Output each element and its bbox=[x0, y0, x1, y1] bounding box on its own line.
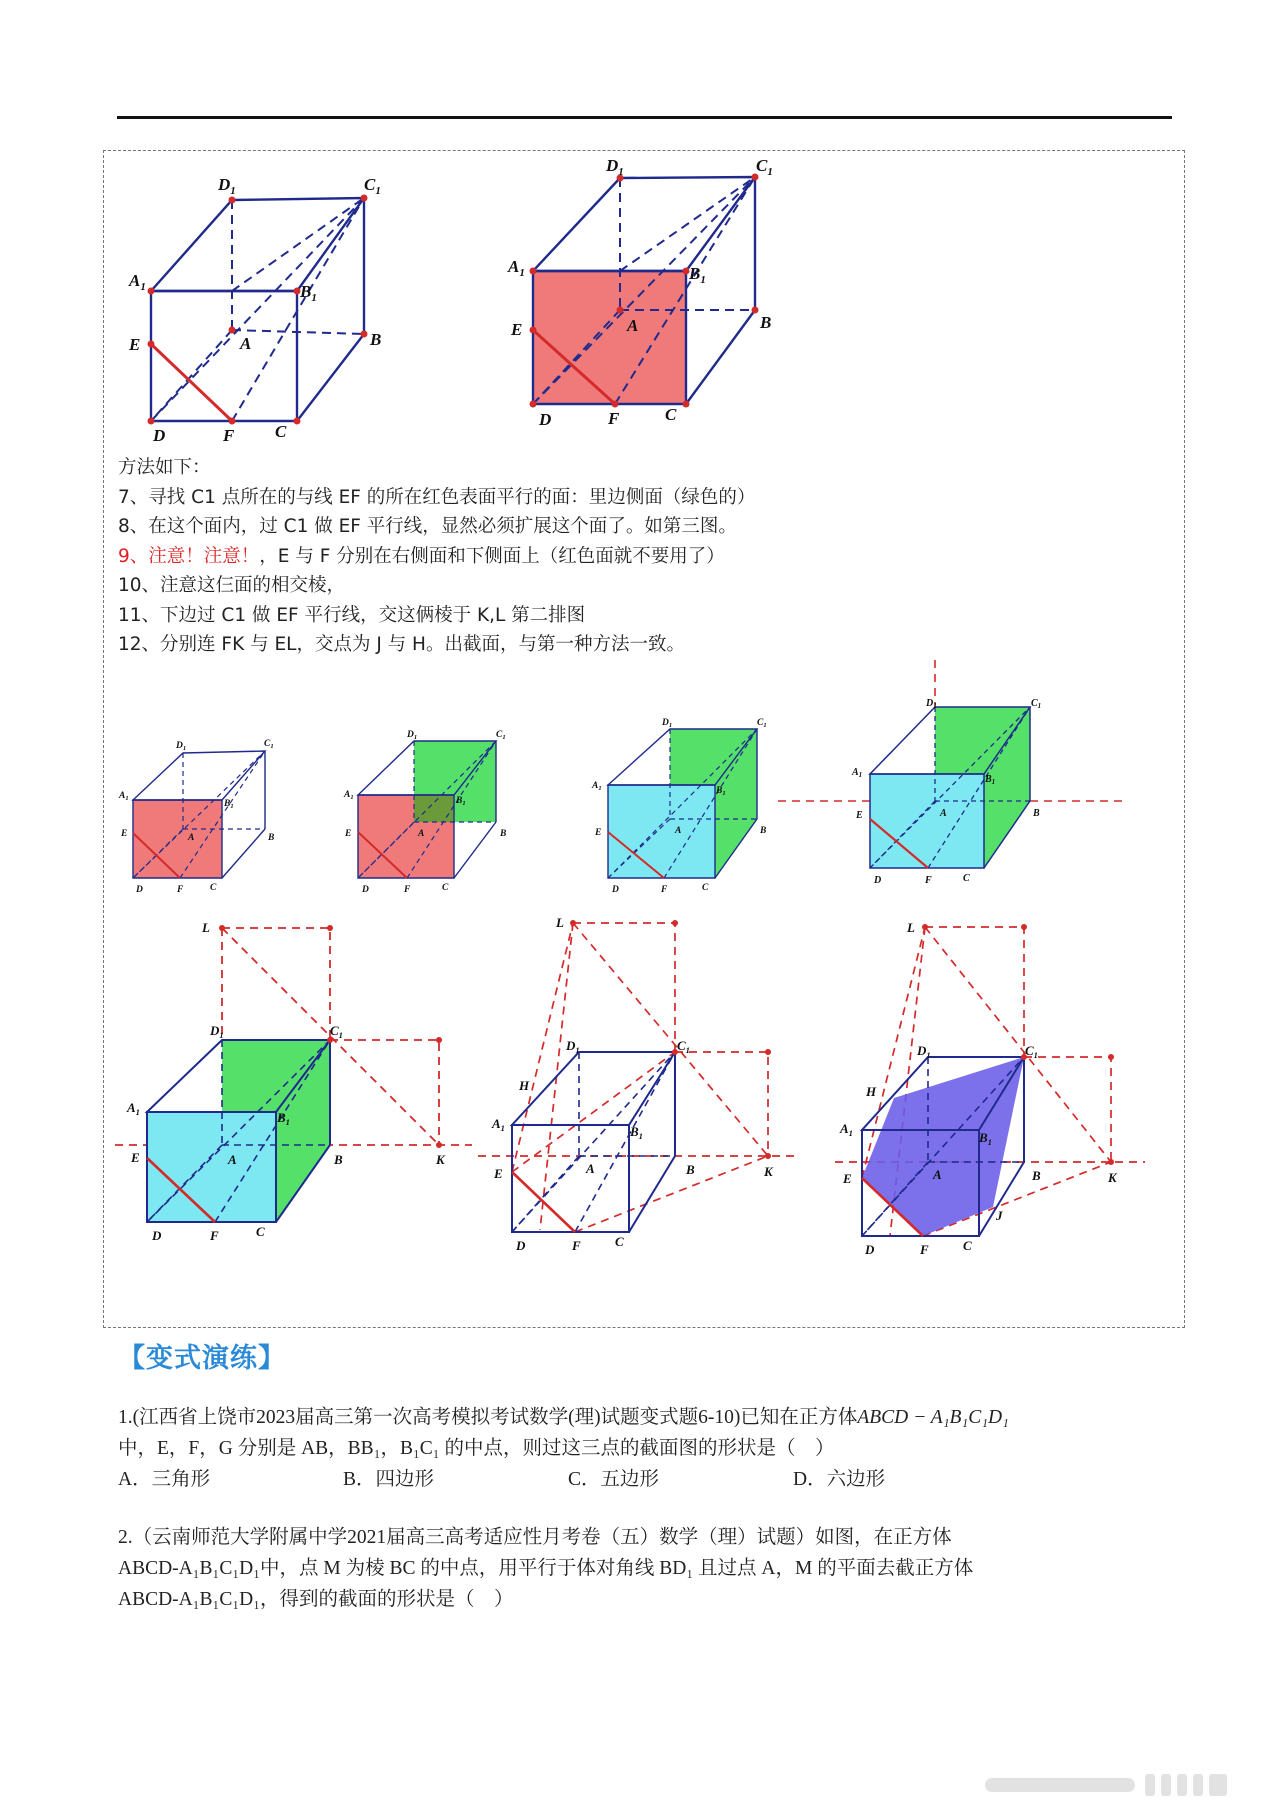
step-9 bbox=[118, 542, 755, 572]
label-E: E bbox=[595, 828, 602, 838]
option-c[interactable]: C．五边形 bbox=[568, 1469, 660, 1490]
label-E: E bbox=[131, 1150, 140, 1165]
label-B: B bbox=[760, 826, 767, 836]
option-b[interactable]: B．四边形 bbox=[343, 1469, 435, 1490]
label-E: E bbox=[345, 829, 352, 839]
label-F: F bbox=[608, 409, 620, 428]
label-A1: $A_1$ bbox=[492, 1116, 505, 1133]
label-C1: $C_1$ bbox=[496, 730, 506, 741]
label-A: A bbox=[940, 808, 947, 819]
label-K: K bbox=[764, 1164, 773, 1179]
question-1-line-2: 中，E，F，G 分别是 AB，BB₁，B₁C₁ 的中点，则过这三点的截面图的形状是（ ） bbox=[118, 1438, 835, 1459]
label-A1: $A_1$ bbox=[119, 791, 129, 802]
label-C1: $C_1$ bbox=[330, 1023, 343, 1040]
label-H: H bbox=[866, 1084, 877, 1099]
small-cube-1 bbox=[118, 730, 283, 900]
label-D1: $D_1$ bbox=[566, 1038, 580, 1055]
label-D1: $D_1$ bbox=[218, 175, 236, 197]
question-2-line-1: 2.（云南师范大学附属中学2021届高三高考适应性月考卷（五）数学（理）试题）如图，在正方体 bbox=[118, 1527, 952, 1548]
question-1-line-1 bbox=[118, 1402, 1018, 1433]
label-E: E bbox=[511, 320, 523, 339]
label-L: L bbox=[556, 915, 564, 930]
label-F: F bbox=[925, 875, 932, 886]
label-C: C bbox=[963, 873, 970, 884]
label-A: A bbox=[418, 829, 425, 839]
label-C1: $C_1$ bbox=[364, 175, 381, 197]
label-J: J bbox=[996, 1208, 1003, 1223]
label-A: A bbox=[188, 833, 195, 843]
method-intro: 方法如下： bbox=[118, 457, 211, 478]
label-D: D bbox=[539, 410, 552, 429]
construction-figure-2 bbox=[475, 910, 815, 1253]
step-10: 10、注意这仨面的相交棱， bbox=[118, 575, 346, 596]
method-steps bbox=[118, 453, 755, 660]
label-D1: $D_1$ bbox=[917, 1043, 931, 1060]
label-C: C bbox=[702, 883, 709, 893]
construction-figure-3 bbox=[830, 910, 1150, 1257]
label-B1: $B_1$ bbox=[277, 1110, 290, 1127]
label-H: H bbox=[519, 1078, 530, 1093]
label-B1: $B_1$ bbox=[224, 799, 234, 810]
label-C1: $C_1$ bbox=[1025, 1043, 1038, 1060]
label-D1: $D_1$ bbox=[606, 156, 624, 178]
label-C: C bbox=[442, 883, 449, 893]
label-C1: $C_1$ bbox=[264, 739, 274, 750]
label-F: F bbox=[210, 1228, 219, 1243]
label-D1: $D_1$ bbox=[210, 1023, 224, 1040]
label-E: E bbox=[129, 335, 141, 354]
label-C: C bbox=[275, 422, 287, 441]
label-A1: $A_1$ bbox=[840, 1121, 853, 1138]
question-1-options bbox=[118, 1464, 1018, 1495]
label-B1: $B_1$ bbox=[979, 1130, 992, 1147]
label-C: C bbox=[256, 1224, 265, 1239]
label-D: D bbox=[362, 885, 369, 895]
label-D1: $D_1$ bbox=[407, 730, 418, 741]
label-D: D bbox=[865, 1242, 875, 1257]
label-D1: $D_1$ bbox=[662, 718, 673, 729]
label-E: E bbox=[494, 1166, 503, 1181]
question-2-line-3: ABCD-A₁B₁C₁D₁，得到的截面的形状是（ ） bbox=[118, 1589, 514, 1610]
label-C: C bbox=[963, 1238, 972, 1253]
label-A: A bbox=[240, 334, 252, 353]
label-B: B bbox=[686, 1162, 695, 1177]
label-B1: $B_1$ bbox=[300, 282, 317, 304]
step-7: 7、寻找 C1 点所在的与线 EF 的所在红色表面平行的面：里边侧面（绿色的） bbox=[118, 486, 756, 508]
label-D1: $D_1$ bbox=[926, 698, 937, 710]
label-D: D bbox=[516, 1238, 526, 1253]
question-2 bbox=[118, 1522, 973, 1615]
step-8: 8、在这个面内，过 C1 做 EF 平行线，显然必须扩展这个面了。如第三图。 bbox=[118, 516, 737, 537]
label-A1: $A_1$ bbox=[129, 271, 146, 293]
question-1-expression: ABCD − A₁B₁C₁D₁ bbox=[857, 1407, 1009, 1428]
label-B1: $B_1$ bbox=[689, 264, 706, 286]
step-11: 11、下边过 C1 做 EF 平行线，交这俩棱于 K,L 第二排图 bbox=[118, 604, 586, 626]
label-C: C bbox=[210, 883, 217, 893]
watermark-bars bbox=[985, 1770, 1235, 1800]
label-B: B bbox=[334, 1152, 343, 1167]
label-B1: $B_1$ bbox=[456, 796, 466, 807]
small-cube-4 bbox=[770, 655, 1130, 900]
label-D: D bbox=[612, 885, 619, 895]
section-title: 【变式演练】 bbox=[118, 1343, 286, 1374]
label-D1: $D_1$ bbox=[176, 741, 187, 752]
label-B: B bbox=[1033, 808, 1040, 819]
step-9-text: ，E 与 F 分别在右侧面和下侧面上（红色面就不要用了） bbox=[259, 545, 725, 567]
label-D: D bbox=[874, 875, 882, 886]
label-L: L bbox=[907, 920, 915, 935]
label-C1: $C_1$ bbox=[677, 1038, 690, 1055]
label-C1: $C_1$ bbox=[757, 718, 767, 729]
label-A1: $A_1$ bbox=[344, 790, 354, 801]
label-B: B bbox=[370, 330, 382, 349]
label-C1: $C_1$ bbox=[756, 156, 773, 178]
question-2-line-2: ABCD-A₁B₁C₁D₁中，点 M 为棱 BC 的中点，用平行于体对角线 BD₁ 且过点 A，M 的平面去截正方体 bbox=[118, 1558, 974, 1579]
cube-figure-2 bbox=[505, 155, 795, 445]
label-B: B bbox=[500, 829, 507, 839]
label-D: D bbox=[136, 885, 143, 895]
label-A1: $A_1$ bbox=[127, 1100, 140, 1117]
label-A1: $A_1$ bbox=[508, 257, 525, 279]
label-C: C bbox=[615, 1234, 624, 1249]
small-cube-3 bbox=[585, 715, 770, 900]
label-K: K bbox=[436, 1152, 445, 1167]
label-F: F bbox=[223, 426, 235, 445]
label-E: E bbox=[843, 1171, 852, 1186]
label-B: B bbox=[1032, 1168, 1041, 1183]
label-B1: $B_1$ bbox=[985, 774, 996, 786]
label-B1: $B_1$ bbox=[716, 786, 726, 797]
top-rule bbox=[117, 116, 1172, 119]
label-B1: $B_1$ bbox=[630, 1124, 643, 1141]
label-A1: $A_1$ bbox=[852, 767, 863, 779]
option-d[interactable]: D．六边形 bbox=[793, 1469, 886, 1490]
step-9-warning: 9、注意！注意！ bbox=[118, 545, 260, 567]
label-F: F bbox=[920, 1242, 929, 1257]
label-A: A bbox=[228, 1152, 237, 1167]
option-a[interactable]: A．三角形 bbox=[118, 1469, 211, 1490]
label-E: E bbox=[121, 829, 128, 839]
label-A: A bbox=[675, 826, 682, 836]
label-B: B bbox=[268, 833, 275, 843]
label-A: A bbox=[586, 1161, 595, 1176]
label-D: D bbox=[152, 1228, 162, 1243]
label-E: E bbox=[856, 810, 863, 821]
label-C1: $C_1$ bbox=[1031, 698, 1042, 710]
label-B: B bbox=[760, 313, 772, 332]
question-1 bbox=[118, 1402, 1018, 1495]
label-F: F bbox=[177, 885, 184, 895]
step-12: 12、分别连 FK 与 EL，交点为 J 与 H。出截面，与第一种方法一致。 bbox=[118, 634, 685, 655]
construction-figure-1 bbox=[110, 915, 480, 1243]
question-1-source: 1.(江西省上饶市2023届高三第一次高考模拟考试数学(理)试题变式题6-10)已知在正方体 bbox=[118, 1407, 858, 1428]
label-A: A bbox=[627, 316, 639, 335]
label-F: F bbox=[572, 1238, 581, 1253]
label-F: F bbox=[661, 885, 668, 895]
label-D: D bbox=[153, 426, 166, 445]
label-C: C bbox=[665, 405, 677, 424]
label-K: K bbox=[1108, 1170, 1117, 1185]
label-A: A bbox=[933, 1167, 942, 1182]
label-A1: $A_1$ bbox=[592, 781, 602, 792]
label-F: F bbox=[404, 885, 411, 895]
label-L: L bbox=[202, 920, 210, 935]
small-cube-2 bbox=[340, 725, 515, 900]
cube-figure-1 bbox=[120, 168, 400, 458]
